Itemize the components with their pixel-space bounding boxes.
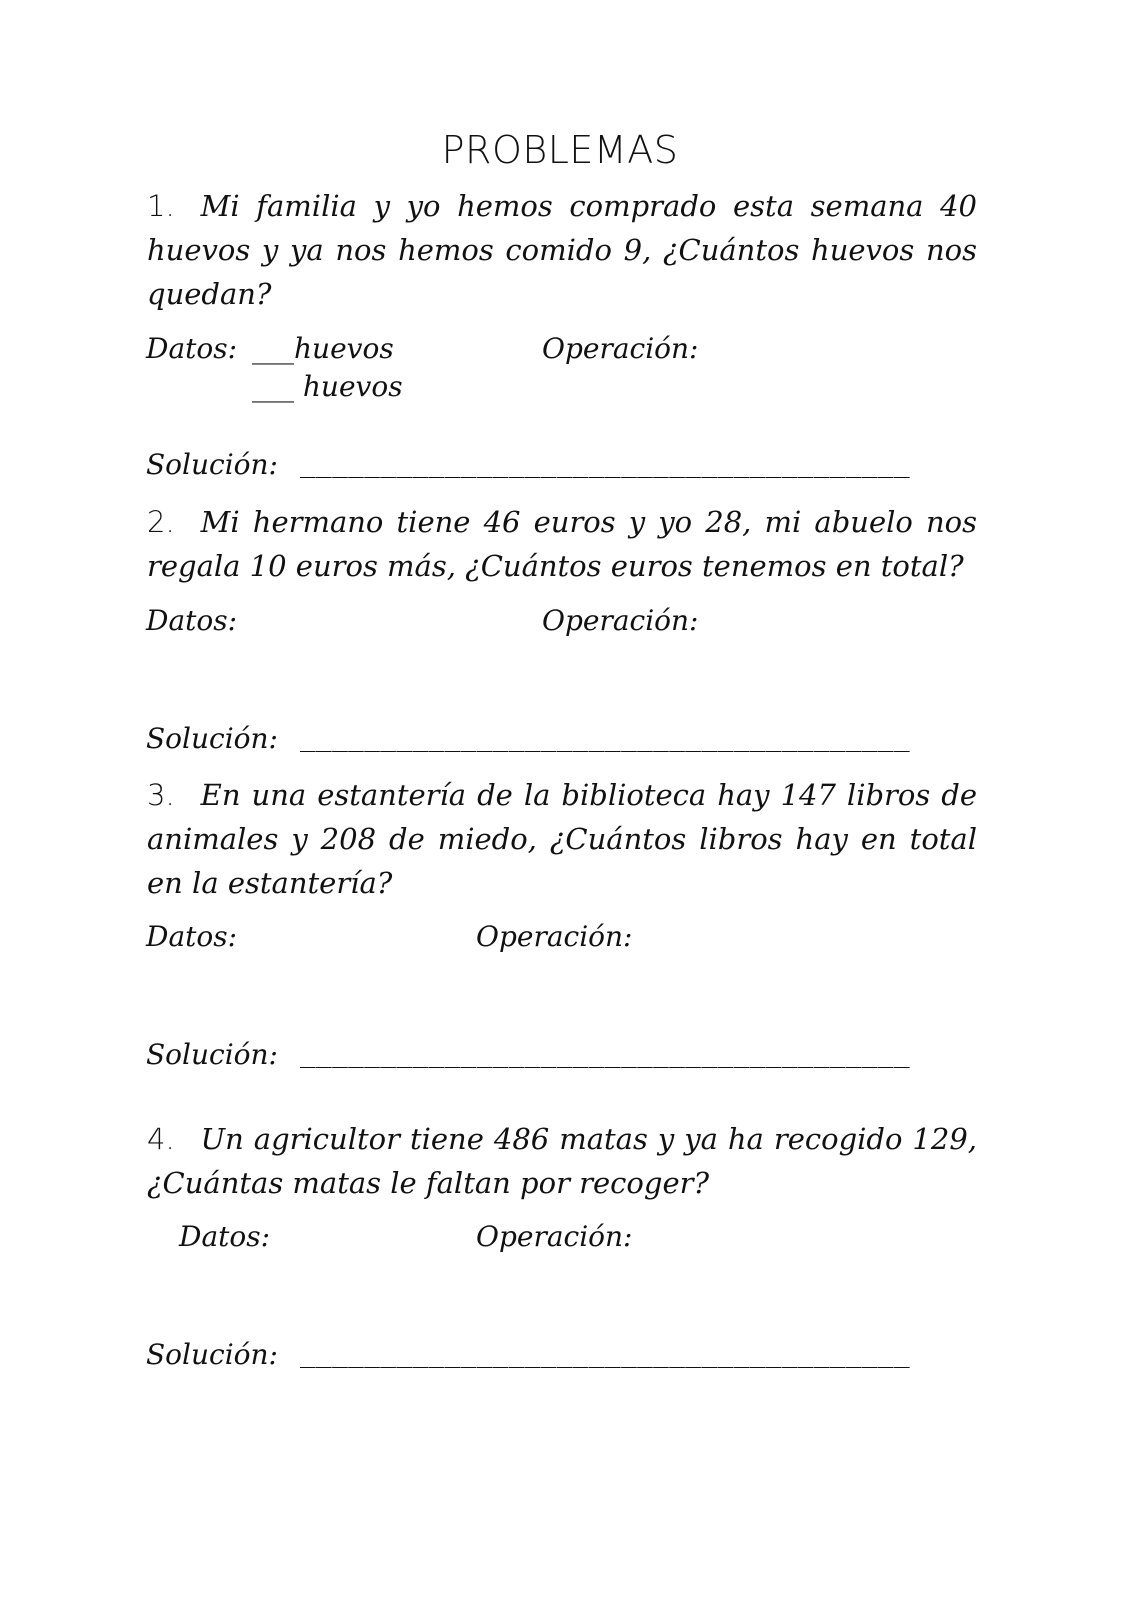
problem-3-operacion-label: Operación:	[476, 920, 633, 953]
problem-2-answer-line[interactable]: ______________________________________	[300, 723, 911, 753]
problem-2-number: 2.	[147, 505, 175, 539]
problem-1-answer-line[interactable]: ______________________________________	[300, 449, 911, 479]
problem-2-statement	[147, 500, 977, 588]
problem-3-text: En una estantería de la biblioteca hay 147 libros de animales y 208 de miedo, ¿Cuántos libros hay en total en la estantería?	[147, 778, 977, 900]
problem-1-operacion-label: Operación:	[542, 332, 699, 365]
problem-4-statement	[147, 1117, 977, 1205]
problem-4-text: Un agricultor tiene 486 matas y ya ha recogido 129, ¿Cuántas matas le faltan por recoger?	[147, 1122, 977, 1200]
problem-1-datos-line-1: ___huevos	[252, 332, 394, 365]
problem-4-operacion-label: Operación:	[476, 1220, 633, 1253]
problem-2-operacion-label: Operación:	[542, 604, 699, 637]
problem-1-text: Mi familia y yo hemos comprado esta semana 40 huevos y ya nos hemos comido 9, ¿Cuántos huevos nos quedan?	[147, 189, 977, 311]
problem-4-solucion-label: Solución:	[146, 1338, 278, 1371]
problem-1-number: 1.	[147, 189, 175, 223]
problem-3-datos-label: Datos:	[146, 920, 238, 953]
page-title: PROBLEMAS	[441, 128, 679, 172]
problem-4-datos-label: Datos:	[179, 1220, 271, 1253]
problem-1-datos-label: Datos:	[146, 332, 238, 365]
problem-1-datos-line-2: ___ huevos	[252, 370, 403, 403]
problem-4-number: 4.	[147, 1122, 175, 1156]
problem-2-solucion-label: Solución:	[146, 722, 278, 755]
problem-2-text: Mi hermano tiene 46 euros y yo 28, mi abuelo nos regala 10 euros más, ¿Cuántos euros tenemos en total?	[147, 505, 977, 583]
problem-3-answer-line[interactable]: ______________________________________	[300, 1039, 911, 1069]
problem-4-answer-line[interactable]: ______________________________________	[300, 1339, 911, 1369]
problem-3-statement	[147, 773, 977, 905]
problem-1-solucion-label: Solución:	[146, 448, 278, 481]
problem-2-datos-label: Datos:	[146, 604, 238, 637]
problem-3-solucion-label: Solución:	[146, 1038, 278, 1071]
problem-3-number: 3.	[147, 778, 175, 812]
problem-1-statement	[147, 184, 977, 316]
